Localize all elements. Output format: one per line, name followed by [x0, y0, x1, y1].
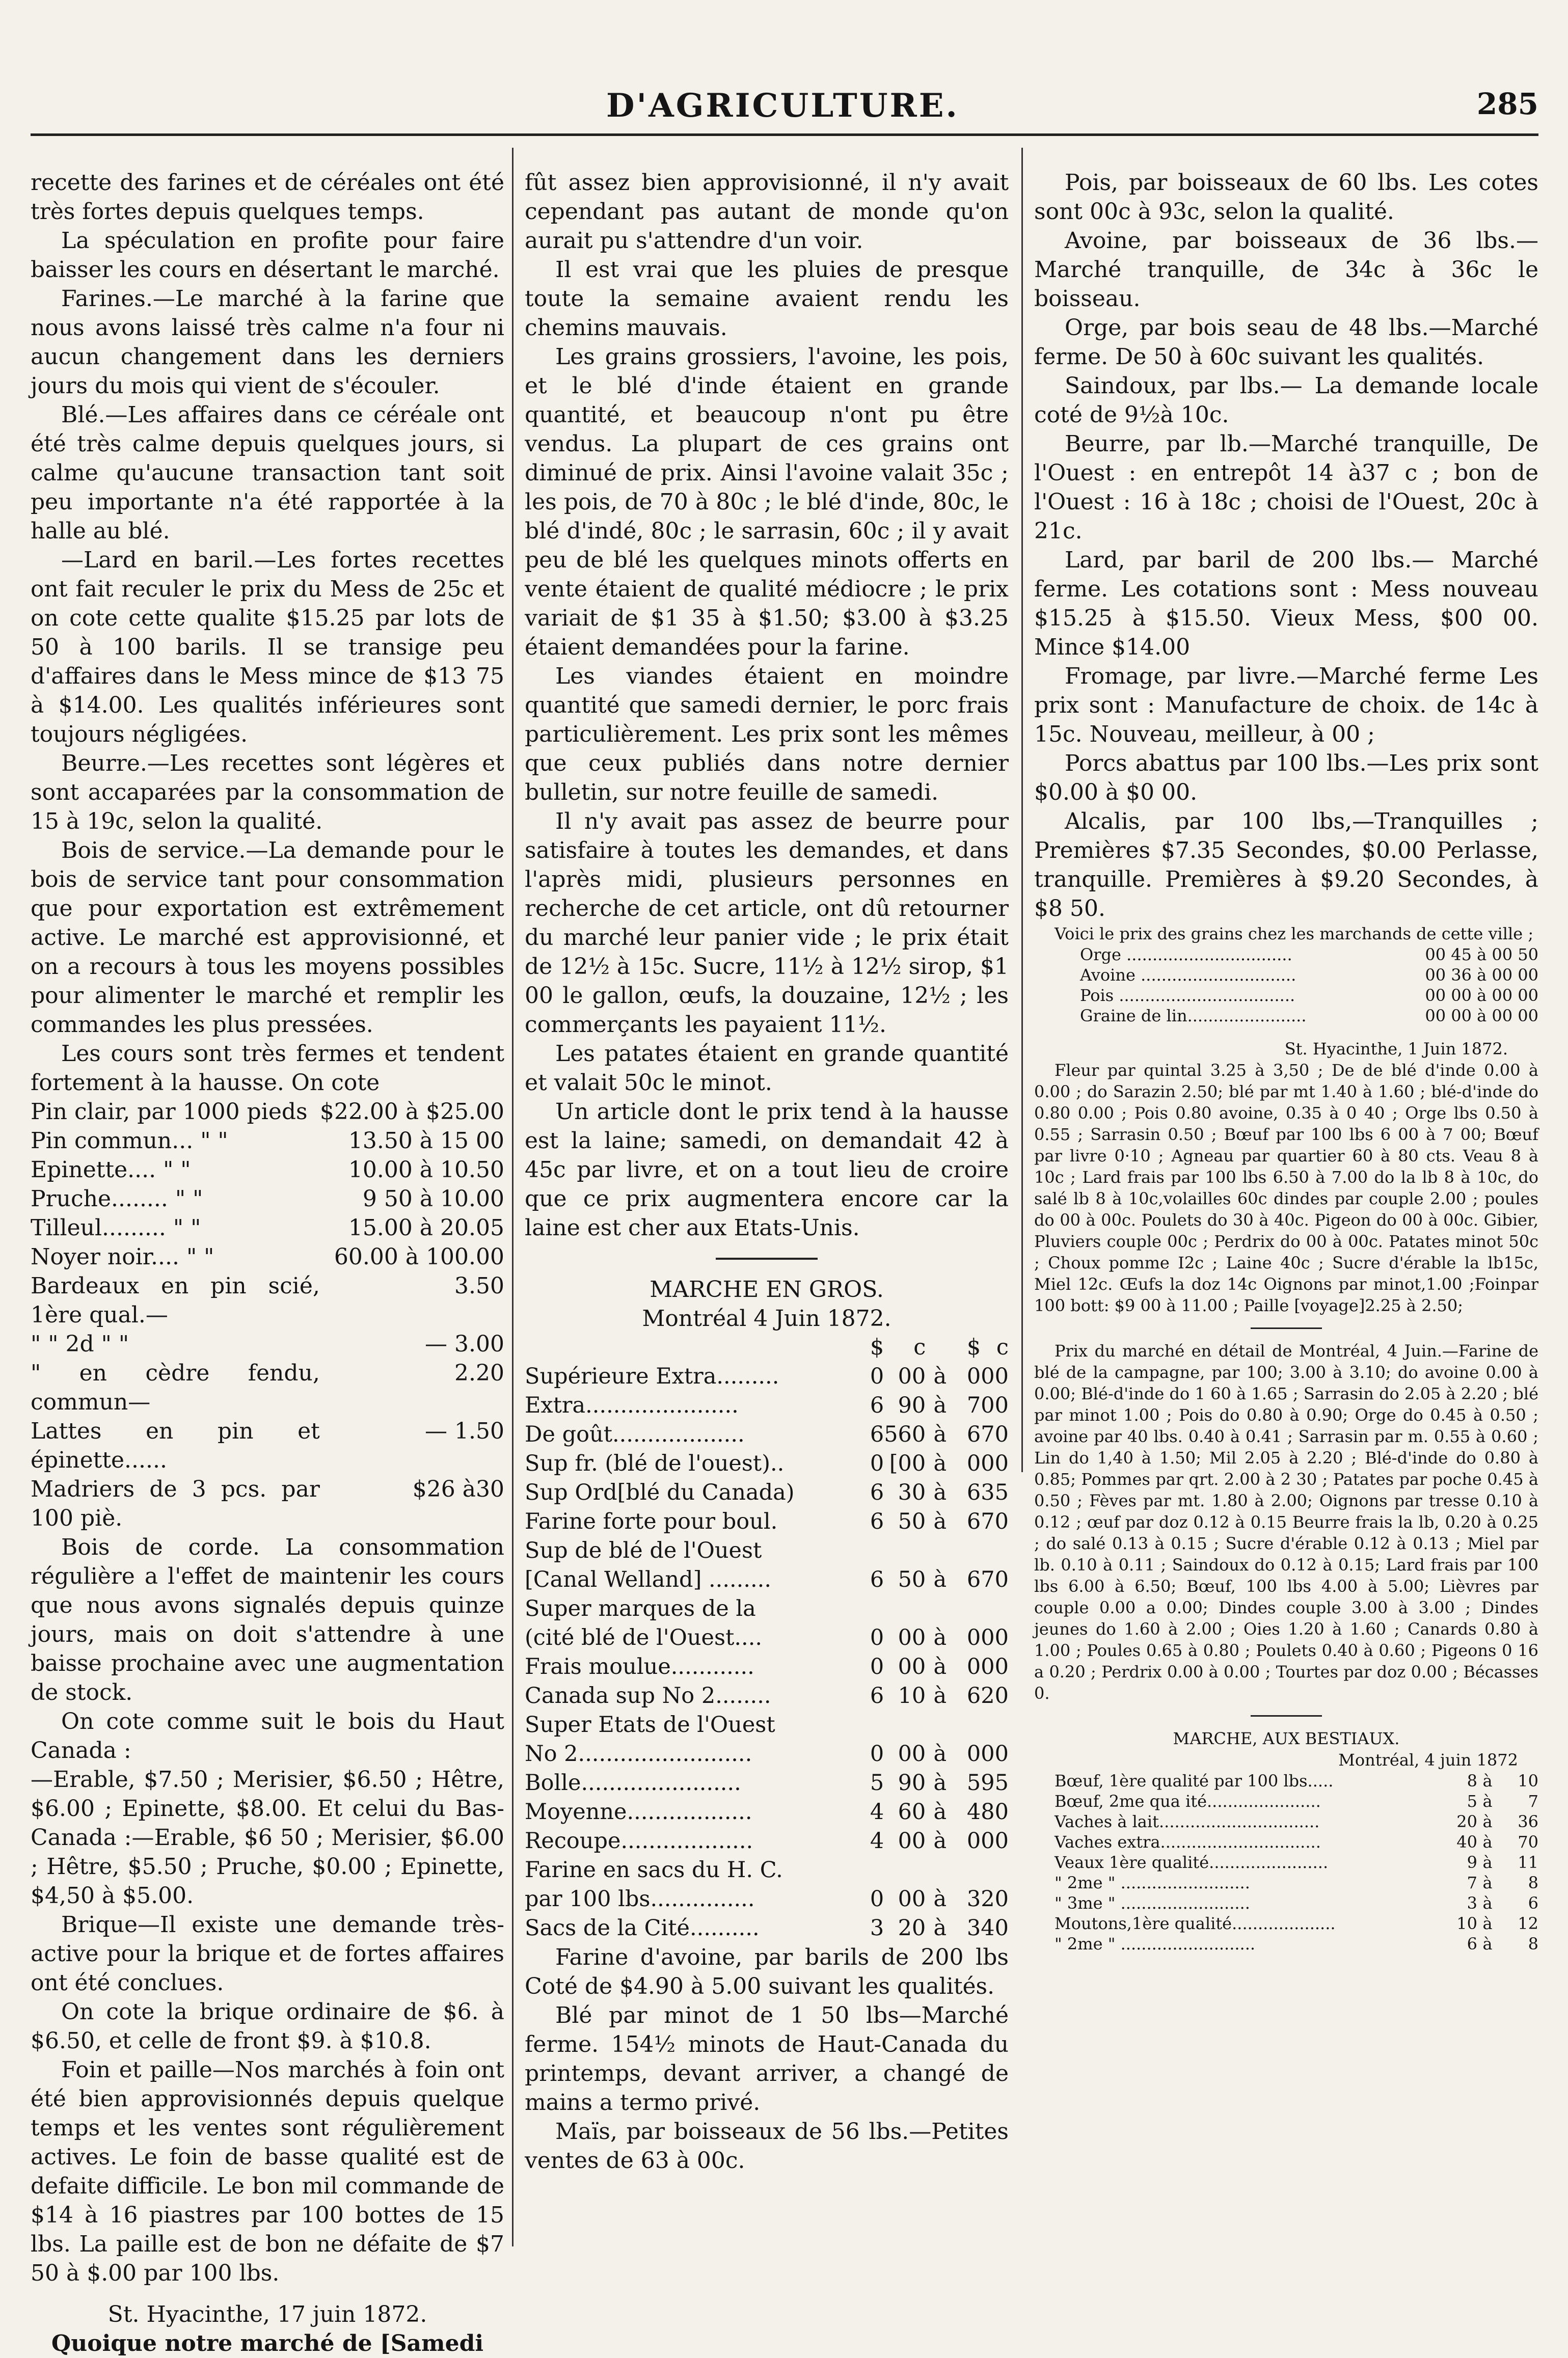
low-dollars	[857, 1594, 884, 1623]
page-header	[31, 76, 1538, 138]
high-dollars	[954, 1856, 981, 1885]
wholesale-label: No 2.........................	[525, 1741, 752, 1767]
wholesale-label: Supérieure Extra.........	[525, 1364, 779, 1389]
table-row	[31, 1417, 504, 1475]
wood-label: " " 2d " "	[31, 1331, 129, 1357]
paragraph: Un article dont le prix tend à la hausse est la laine; samedi, on demandait 42 à 45c par livre, et on a tout lieu de croire que ce prix augmentera encore car la laine est cher aux Etats-Unis.	[525, 1099, 1009, 1241]
high-cents: 35	[981, 1480, 1009, 1505]
grain-prices	[1034, 923, 1538, 1954]
table-row	[525, 1478, 1009, 1507]
low-cents: 00	[898, 1828, 926, 1854]
wood-price-table	[31, 1097, 504, 1533]
range-word: à	[933, 1654, 947, 1679]
high-dollars: 6	[966, 1509, 981, 1534]
table-row	[1034, 1811, 1538, 1832]
table-row	[525, 1769, 1009, 1798]
range-word: à	[1482, 1934, 1493, 1954]
paragraph: Blé par minot de 1 50 lbs—Marché ferme. 154½ minots de Haut-Canada du printemps, devant arriver, a changé de mains a termo privé.	[525, 2002, 1009, 2116]
spacer	[31, 2288, 504, 2300]
table-row	[1034, 1913, 1538, 1934]
wholesale-label: Bolle.......................	[525, 1770, 741, 1796]
paragraph: fût assez bien approvisionné, il n'y avait cependant pas autant de monde qu'on aurait pu s'attendre d'un voir.	[525, 170, 1009, 254]
wholesale-label: Farine en sacs du H. C.	[525, 1857, 783, 1883]
table-row	[31, 1330, 504, 1359]
table-row	[525, 1565, 1009, 1594]
wood-price: — 1.50	[425, 1418, 504, 1444]
spacer	[1034, 1026, 1538, 1038]
wood-label: Pruche........ " "	[31, 1186, 203, 1212]
range-word: à	[933, 1451, 947, 1476]
low-cents: 20	[898, 1915, 926, 1941]
range-word: à	[1482, 1771, 1493, 1791]
range-word: à	[933, 1741, 947, 1767]
paragraph: Farine d'avoine, par barils de 200 lbs Coté de $4.90 à 5.00 suivant les qualités.	[525, 1944, 1009, 1999]
high-cents: 80	[981, 1799, 1009, 1825]
paragraph: Il n'y avait pas assez de beurre pour satisfaire à toutes les demandes, et dans l'après midi, plusieurs personnes en recherche de cet article, ont dû retourner du marché leur panier vide ; le prix était de 12½ à 15c. Sucre, 11½ à 12½ sirop, $1 00 le gallon, œufs, la douzaine, 12½ ; les commerçants les payaient 11½.	[525, 808, 1009, 1038]
low-dollars	[857, 1711, 884, 1740]
low-dollars: 4	[870, 1828, 884, 1854]
wood-price: $26 à30	[412, 1476, 504, 1502]
wholesale-label: par 100 lbs...............	[525, 1886, 755, 1912]
range-word: à	[933, 1683, 947, 1709]
livestock-price-table	[1034, 1771, 1538, 1954]
wood-label: Bardeaux en pin scié, 1ère qual.—	[31, 1273, 320, 1328]
wood-price: 2.20	[454, 1360, 504, 1386]
low-cents: 00	[898, 1886, 926, 1912]
paragraph: Brique—Il existe une demande très-active pour la brique et de fortes affaires ont été conclues.	[31, 1912, 504, 1996]
dateline: St. Hyacinthe, 17 juin 1872.	[107, 2301, 427, 2327]
price-low: 5	[1467, 1792, 1477, 1811]
low-cents: 60	[898, 1799, 926, 1825]
paragraph: On cote la brique ordinaire de $6. à $6.50, et celle de front $9. à $10.8.	[31, 1999, 504, 2054]
high-dollars: 0	[966, 1828, 981, 1854]
paragraph: Prix du marché en détail de Montréal, 4 Juin.—Farine de blé de la campagne, par 100; 3.00 à 3.10; do avoine 0.00 à 0.00; Blé-d'inde do 1 60 à 1.65 ; Sarrasin do 2.05 à 2.20 ; blé par minot 1.00 ; Pois do 0.80 à 0.90; Orge do 0.45 à 0.50 ; avoine par 40 lbs. 0.40 à 0.41 ; Sarrasin par m. 0.55 à 0.60 ; Lin do 1,40 à 1.50; Mil 2.05 à 2.20 ; Blé-d'inde do 0.80 à 0.85; Pommes par qrt. 2.00 à 2 30 ; Patates par poche 0.45 à 0.50 ; Fèves par mt. 1.80 à 2.00; Oignons par tresse 0.10 à 0.12 ; œuf par doz 0.12 à 0.15 Beurre frais la lb, 0.20 à 0.25 ; do salé 0.13 à 0.15 ; Sucre d'érable 0.12 à 0.13 ; Miel par lb. 0.10 à 0.11 ; Saindoux do 0.12 à 0.15; Lard frais par 100 lbs 6.00 à 6.50; Bœuf, 100 lbs 4.00 à 5.00; Lièvres par couple 0.00 a 0.00; Dindes couple 3.00 à 3.00 ; Dindes jeunes do 1.60 à 2.00 ; Oies 1.20 à 1.60 ; Canards 0.80 à 1.00 ; Poules 0.65 à 0.80 ; Poulets 0.40 à 0.60 ; Pigeons 0 16 a 0.20 ; Perdrix 0.00 à 0.00 ; Tourtes par doz 0.00 ; Bécasses 0.	[1034, 1341, 1538, 1703]
wholesale-label: De goût...................	[525, 1422, 745, 1447]
range-word	[926, 1536, 954, 1565]
low-cents: 30	[898, 1480, 926, 1505]
table-row	[31, 1475, 504, 1533]
table-row	[525, 1711, 1009, 1740]
section-date: Montréal 4 Juin 1872.	[642, 1306, 891, 1332]
grain-label: Orge ................................	[1080, 945, 1292, 964]
paragraph: —Lard en baril.—Les fortes recettes ont fait reculer le prix du Mess de 25c et on cote cette qualite $15.25 par lots de 50 à 100 barils. Il se transige peu d'affaires dans le Mess mince de $13 75 à $14.00. Les qualités inférieures sont toujours négligées.	[31, 547, 504, 747]
wholesale-price-table	[525, 1333, 1009, 1943]
high-cents: 00	[981, 1625, 1009, 1650]
table-row	[1034, 1873, 1538, 1893]
grain-label: Avoine ..............................	[1080, 965, 1296, 985]
grain-price: 00 36 à 00 00	[1425, 965, 1538, 985]
dollar-header: $	[870, 1335, 884, 1360]
high-cents: 00	[981, 1828, 1009, 1854]
paragraph: Blé.—Les affaires dans ce céréale ont été très calme depuis quelques jours, si calme qu'aucune transaction tant soit peu importante n'a été rapportée à la halle au blé.	[31, 402, 504, 544]
grain-price: 00 45 à 00 50	[1425, 945, 1538, 964]
low-cents: 90	[898, 1770, 926, 1796]
low-dollars	[857, 1856, 884, 1885]
range-word: à	[1482, 1812, 1493, 1831]
low-cents: 00	[898, 1741, 926, 1767]
wood-label: Pin clair, par 1000 pieds	[31, 1099, 308, 1125]
wood-label: Madriers de 3 pcs. par 100 piè.	[31, 1476, 320, 1531]
wood-price: 9 50 à 10.00	[362, 1186, 504, 1212]
paragraph: Voici le prix des grains chez les marchands de cette ville ;	[1055, 924, 1534, 943]
range-word: à	[933, 1364, 947, 1389]
table-row	[1034, 1832, 1538, 1852]
livestock-label: Vaches extra...............................	[1055, 1832, 1321, 1852]
section-rule	[1251, 1327, 1322, 1329]
table-header	[525, 1333, 1009, 1362]
cents-header: c	[996, 1335, 1009, 1360]
table-row	[31, 1155, 504, 1184]
paragraph: Il est vrai que les pluies de presque toute la semaine avaient rendu les chemins mauvais.	[525, 257, 1009, 341]
high-cents: 70	[981, 1509, 1009, 1534]
table-row	[1034, 985, 1538, 1006]
paragraph: Saindoux, par lbs.— La demande locale coté de 9½à 10c.	[1034, 373, 1538, 428]
table-row	[525, 1682, 1009, 1711]
low-dollars: 0	[870, 1625, 884, 1650]
section-rule	[716, 1258, 818, 1260]
table-row	[525, 1740, 1009, 1769]
section-title: MARCHE, AUX BESTIAUX.	[1173, 1729, 1400, 1748]
paragraph: Avoine, par boisseaux de 36 lbs.—Marché tranquille, de 34c à 36c le boisseau.	[1034, 228, 1538, 312]
section-date: Montréal, 4 juin 1872	[1338, 1750, 1518, 1770]
low-cents: 560	[884, 1422, 926, 1447]
high-cents: 00	[981, 1451, 1009, 1476]
low-dollars: 5	[870, 1770, 884, 1796]
paragraph: Pois, par boisseaux de 60 lbs. Les cotes sont 00c à 93c, selon la qualité.	[1034, 170, 1538, 225]
livestock-label: Moutons,1ère qualité....................	[1055, 1914, 1336, 1933]
price-low: 7	[1467, 1873, 1477, 1892]
column-2	[525, 168, 1009, 2175]
wholesale-label: [Canal Welland] .........	[525, 1567, 772, 1592]
paragraph: Maïs, par boisseaux de 56 lbs.—Petites ventes de 63 à 00c.	[525, 2119, 1009, 2174]
wood-label: Epinette.... " "	[31, 1157, 191, 1183]
paragraph: Quoique notre marché de [Samedi	[51, 2330, 484, 2356]
price-low: 10	[1456, 1914, 1477, 1933]
wholesale-label: Sup fr. (blé de l'ouest)..	[525, 1451, 785, 1476]
cents-header: c	[913, 1335, 926, 1360]
low-cents	[884, 1711, 926, 1740]
price-low: 3	[1467, 1893, 1477, 1913]
wood-label: Lattes en pin et épinette......	[31, 1418, 320, 1473]
livestock-label: " 2me " .........................	[1055, 1873, 1250, 1892]
range-word: à	[1482, 1853, 1493, 1872]
wholesale-label: Farine forte pour boul.	[525, 1509, 778, 1534]
high-cents	[981, 1594, 1009, 1623]
price-high: 70	[1518, 1832, 1538, 1852]
livestock-label: Veaux 1ère qualité.......................	[1055, 1853, 1329, 1872]
paragraph: Beurre, par lb.—Marché tranquille, De l'Ouest : en entrepôt 14 à37 c ; bon de l'Ouest : 16 à 18c ; choisi de l'Ouest, 20c à 21c.	[1034, 431, 1538, 544]
livestock-label: Bœuf, 2me qua ité......................	[1055, 1792, 1321, 1811]
dollar-header: $	[966, 1335, 981, 1360]
high-cents: 40	[981, 1915, 1009, 1941]
range-word: à	[933, 1625, 947, 1650]
column-divider	[1021, 148, 1023, 1472]
section-rule	[1251, 1715, 1322, 1717]
range-word: à	[933, 1770, 947, 1796]
table-row	[31, 1097, 504, 1126]
high-cents: 00	[981, 1364, 1009, 1389]
price-high: 6	[1528, 1893, 1538, 1913]
high-cents: 70	[981, 1567, 1009, 1592]
wholesale-label: Extra......................	[525, 1393, 739, 1418]
high-dollars: 0	[966, 1625, 981, 1650]
table-row	[525, 1798, 1009, 1827]
table-row	[525, 1623, 1009, 1652]
wood-label: Noyer noir.... " "	[31, 1244, 214, 1270]
wood-price: 3.50	[454, 1273, 504, 1299]
price-low: 40	[1456, 1832, 1477, 1852]
wood-price: 15.00 à 20.05	[348, 1215, 504, 1241]
table-row	[1034, 944, 1538, 965]
high-dollars	[954, 1536, 981, 1565]
range-word: à	[1482, 1893, 1493, 1913]
table-row	[525, 1652, 1009, 1682]
price-high: 11	[1518, 1853, 1538, 1872]
high-dollars: 4	[966, 1799, 981, 1825]
low-cents: 00	[898, 1625, 926, 1650]
table-row	[31, 1213, 504, 1242]
range-word	[926, 1594, 954, 1623]
range-word: à	[933, 1480, 947, 1505]
paragraph: —Erable, $7.50 ; Merisier, $6.50 ; Hêtre, $6.00 ; Epinette, $8.00. Et celui du Bas-Canada :—Erable, $6 50 ; Merisier, $6.00 ; Hêtre, $5.50 ; Pruche, $0.00 ; Epinette, $4,50 à $5.00.	[31, 1767, 504, 1909]
range-word: à	[1482, 1873, 1493, 1892]
high-dollars: 3	[966, 1915, 981, 1941]
high-cents	[981, 1711, 1009, 1740]
table-row	[1034, 1771, 1538, 1791]
table-row	[525, 1856, 1009, 1885]
high-cents: 20	[981, 1886, 1009, 1912]
grain-label: Pois ..................................	[1080, 986, 1295, 1005]
low-dollars: 0	[870, 1741, 884, 1767]
range-word: à	[933, 1915, 947, 1941]
high-cents: 20	[981, 1683, 1009, 1709]
table-row	[31, 1126, 504, 1155]
high-dollars	[954, 1594, 981, 1623]
paragraph: Alcalis, par 100 lbs,—Tranquilles ; Premières $7.35 Secondes, $0.00 Perlasse, tranquille. Premières à $9.20 Secondes, à $8 50.	[1034, 808, 1538, 921]
paragraph: Beurre.—Les recettes sont légères et sont accaparées par la consommation de 15 à 19c, selon la qualité.	[31, 750, 504, 834]
wood-label: Tilleul......... " "	[31, 1215, 201, 1241]
grain-label: Graine de lin.......................	[1080, 1006, 1307, 1025]
price-high: 10	[1518, 1771, 1538, 1791]
low-cents: 00	[898, 1654, 926, 1679]
range-word: à	[933, 1393, 947, 1418]
column-1	[31, 168, 504, 2358]
wholesale-label: (cité blé de l'Ouest....	[525, 1625, 763, 1650]
high-dollars: 0	[966, 1654, 981, 1679]
table-row	[525, 1449, 1009, 1478]
table-row	[1034, 1934, 1538, 1954]
livestock-label: " 2me " ..........................	[1055, 1934, 1256, 1954]
range-word: à	[1482, 1914, 1493, 1933]
table-row	[1034, 1852, 1538, 1873]
price-low: 20	[1456, 1812, 1477, 1831]
price-high: 8	[1528, 1934, 1538, 1954]
grain-price-table	[1034, 944, 1538, 1026]
low-cents	[884, 1856, 926, 1885]
paragraph: Porcs abattus par 100 lbs.—Les prix sont $0.00 à $0 00.	[1034, 750, 1538, 805]
low-dollars: 4	[870, 1799, 884, 1825]
table-row	[525, 1594, 1009, 1623]
high-dollars: 3	[966, 1886, 981, 1912]
grain-price: 00 00 à 00 00	[1425, 986, 1538, 1005]
paragraph: Orge, par bois seau de 48 lbs.—Marché ferme. De 50 à 60c suivant les qualités.	[1034, 315, 1538, 370]
range-word: à	[933, 1422, 947, 1447]
high-cents: 00	[981, 1393, 1009, 1418]
low-dollars: 3	[870, 1915, 884, 1941]
low-dollars: 0	[870, 1654, 884, 1679]
high-dollars: 6	[966, 1683, 981, 1709]
high-cents: 70	[981, 1422, 1009, 1447]
paragraph: Bois de corde. La consommation régulière a l'effet de maintenir les cours que nous avons signalés depuis quinze jours, mais on doit s'attendre à une baisse prochaine avec une augmentation de stock.	[31, 1534, 504, 1705]
paragraph: Bois de service.—La demande pour le bois de service tant pour consommation que pour exportation est extrêmement active. Le marché est approvisionné, et on a recours à tous les moyens possibles pour alimenter le marché et remplir les commandes les plus pressées.	[31, 837, 504, 1038]
table-row	[525, 1536, 1009, 1565]
table-row	[31, 1184, 504, 1213]
wholesale-label: Moyenne..................	[525, 1799, 752, 1825]
high-dollars: 0	[966, 1364, 981, 1389]
table-row	[525, 1362, 1009, 1391]
low-cents: 10	[898, 1683, 926, 1709]
low-cents	[884, 1594, 926, 1623]
wholesale-label: Sup de blé de l'Ouest	[525, 1538, 762, 1563]
price-high: 8	[1528, 1873, 1538, 1892]
table-row	[525, 1391, 1009, 1420]
paragraph: recette des farines et de céréales ont été très fortes depuis quelques temps.	[31, 170, 504, 225]
price-high: 12	[1518, 1914, 1538, 1933]
range-word	[926, 1856, 954, 1885]
range-word	[926, 1711, 954, 1740]
wholesale-label: Frais moulue............	[525, 1654, 754, 1679]
table-row	[525, 1914, 1009, 1943]
table-row	[1034, 1791, 1538, 1811]
price-low: 6	[1467, 1934, 1477, 1954]
price-low: 8	[1467, 1771, 1477, 1791]
high-dollars: 6	[966, 1480, 981, 1505]
header-rule	[31, 133, 1538, 136]
paragraph: Les viandes étaient en moindre quantité que samedi dernier, le porc frais particulièrement. Les prix sont les mêmes que ceux publiés dans notre dernier bulletin, sur notre feuille de samedi.	[525, 663, 1009, 805]
high-dollars: 6	[966, 1567, 981, 1592]
low-dollars: 6	[870, 1683, 884, 1709]
livestock-label: Bœuf, 1ère qualité par 100 lbs.....	[1055, 1771, 1334, 1791]
wholesale-rows	[525, 1362, 1009, 1943]
low-dollars: 6	[870, 1422, 884, 1447]
high-dollars	[954, 1711, 981, 1740]
high-dollars: 0	[966, 1451, 981, 1476]
livestock-label: " 3me " .........................	[1055, 1893, 1250, 1913]
range-word: à	[933, 1886, 947, 1912]
low-dollars: 0	[870, 1451, 884, 1476]
low-cents: 90	[898, 1393, 926, 1418]
table-row	[1034, 965, 1538, 985]
paragraph: Les grains grossiers, l'avoine, les pois, et le blé d'inde étaient en grande quantité, et beaucoup n'ont pu être vendus. La plupart de ces grains ont diminué de prix. Ainsi l'avoine valait 35c ; les pois, de 70 à 80c ; le blé d'inde, 80c, le blé d'indé, 80c ; le sarrasin, 60c ; il y avait peu de blé les quelques minots offerts en vente étaient de qualité médiocre ; le prix variait de $1 35 à $1.50; $3.00 à $3.25 étaient demandées pour la farine.	[525, 344, 1009, 660]
high-dollars: 6	[966, 1422, 981, 1447]
low-dollars: 6	[870, 1393, 884, 1418]
wood-price: $22.00 à $25.00	[319, 1099, 504, 1125]
table-row	[1034, 1893, 1538, 1913]
dateline: St. Hyacinthe, 1 Juin 1872.	[1284, 1039, 1508, 1059]
page-number: 285	[1476, 87, 1538, 121]
section-title: MARCHE EN GROS.	[650, 1277, 884, 1303]
wood-price: 13.50 à 15 00	[348, 1128, 504, 1154]
wholesale-label: Sacs de la Cité..........	[525, 1915, 760, 1941]
high-cents: 00	[981, 1654, 1009, 1679]
livestock-label: Vaches à lait...............................	[1055, 1812, 1320, 1831]
paragraph: Farines.—Le marché à la farine que nous avons laissé très calme n'a four ni aucun changement dans les derniers jours du mois qui vient de s'écouler.	[31, 286, 504, 399]
wood-price: — 3.00	[425, 1331, 504, 1357]
wholesale-label: Recoupe...................	[525, 1828, 753, 1854]
range-word: à	[933, 1567, 947, 1592]
price-high: 7	[1528, 1792, 1538, 1811]
wood-price: 10.00 à 10.50	[348, 1157, 504, 1183]
column-divider	[512, 148, 513, 2246]
paragraph: La spéculation en profite pour faire baisser les cours en désertant le marché.	[31, 228, 504, 283]
range-word: à	[933, 1799, 947, 1825]
column-3	[1034, 168, 1538, 1954]
high-cents: 95	[981, 1770, 1009, 1796]
table-row	[31, 1242, 504, 1271]
table-row	[525, 1885, 1009, 1914]
paragraph: Les cours sont très fermes et tendent fortement à la hausse. On cote	[31, 1041, 504, 1096]
paragraph: Les patates étaient en grande quantité et valait 50c le minot.	[525, 1041, 1009, 1096]
high-cents	[981, 1856, 1009, 1885]
range-word: à	[933, 1828, 947, 1854]
range-word: à	[933, 1509, 947, 1534]
price-low: 9	[1467, 1853, 1477, 1872]
table-row	[525, 1420, 1009, 1449]
low-dollars: 0	[870, 1364, 884, 1389]
paragraph: Foin et paille—Nos marchés à foin ont été bien approvisionnés depuis quelque temps et les ventes sont régulièrement actives. Le foin de basse qualité est de defaite difficile. Le bon mil commande de $14 à 16 piastres par 100 bottes de 15 lbs. La paille est de bon ne défaite de $7 50 à $.00 par 100 lbs.	[31, 2057, 504, 2286]
paragraph: Fromage, par livre.—Marché ferme Les prix sont : Manufacture de choix. de 14c à 15c. Nouveau, meilleur, à 00 ;	[1034, 663, 1538, 747]
price-high: 36	[1518, 1812, 1538, 1831]
table-row	[525, 1507, 1009, 1536]
table-row	[525, 1827, 1009, 1856]
wholesale-label: Sup Ord[blé du Canada)	[525, 1480, 795, 1505]
wholesale-label: Super marques de la	[525, 1596, 756, 1621]
low-cents: [00	[889, 1451, 926, 1476]
wholesale-label: Canada sup No 2........	[525, 1683, 771, 1709]
paragraph: On cote comme suit le bois du Haut Canada :	[31, 1709, 504, 1764]
low-dollars: 6	[870, 1509, 884, 1534]
low-cents: 00	[898, 1364, 926, 1389]
high-cents	[981, 1536, 1009, 1565]
table-row	[31, 1271, 504, 1330]
running-title: D'AGRICULTURE.	[606, 87, 959, 125]
high-dollars: 0	[966, 1741, 981, 1767]
low-dollars: 0	[870, 1886, 884, 1912]
grain-price: 00 00 à 00 00	[1425, 1006, 1538, 1025]
low-cents	[884, 1536, 926, 1565]
wood-label: " en cèdre fendu, commun—	[31, 1360, 320, 1415]
paragraph: Fleur par quintal 3.25 à 3,50 ; De de blé d'inde 0.00 à 0.00 ; do Sarazin 2.50; blé par mt 1.40 à 1.60 ; blé-d'inde do 0.80 0.00 ; Pois 0.80 avoine, 0.35 à 0 40 ; Orge lbs 0.50 à 0.55 ; Sarrasin 0.50 ; Bœuf par 100 lbs 6 00 à 7 00; Bœuf par livre 0·10 ; Agneau par quartier 60 à 80 cts. Veau 8 à 10c ; Lard frais par 100 lbs 6.50 à 7.00 do la lb 8 à 10c, do salé lb 8 à 10c,volailles 60c dindes par couple 2.00 ; poules do 00 à 00c. Poulets do 30 à 40c. Pigeon do 00 à 00c. Gibier, Pluviers couple 00c ; Perdrix do 00 à 00c. Patates minot 50c ; Choux pomme I2c ; Laine 40c ; Sucre d'érable la lb15c, Miel 12c. Œufs la doz 14c Oignons par minot,1.00 ;Foinpar 100 bott: $9 00 à 11.00 ; Paille [voyage]2.25 à 2.50;	[1034, 1061, 1538, 1315]
low-cents: 50	[898, 1509, 926, 1534]
table-row	[1034, 1006, 1538, 1026]
wholesale-label: Super Etats de l'Ouest	[525, 1712, 775, 1738]
low-cents: 50	[898, 1567, 926, 1592]
low-dollars: 6	[870, 1567, 884, 1592]
wood-label: Pin commun... " "	[31, 1128, 228, 1154]
high-dollars: 7	[966, 1393, 981, 1418]
range-word: à	[1482, 1792, 1493, 1811]
low-dollars: 6	[870, 1480, 884, 1505]
wood-price: 60.00 à 100.00	[334, 1244, 504, 1270]
paragraph: Lard, par baril de 200 lbs.— Marché ferme. Les cotations sont : Mess nouveau $15.25 à $15.50. Vieux Mess, $00 00. Mince $14.00	[1034, 547, 1538, 660]
high-cents: 00	[981, 1741, 1009, 1767]
low-dollars	[857, 1536, 884, 1565]
range-word: à	[1482, 1832, 1493, 1852]
livestock-rows	[1034, 1771, 1538, 1954]
high-dollars: 5	[966, 1770, 981, 1796]
table-row	[31, 1359, 504, 1417]
